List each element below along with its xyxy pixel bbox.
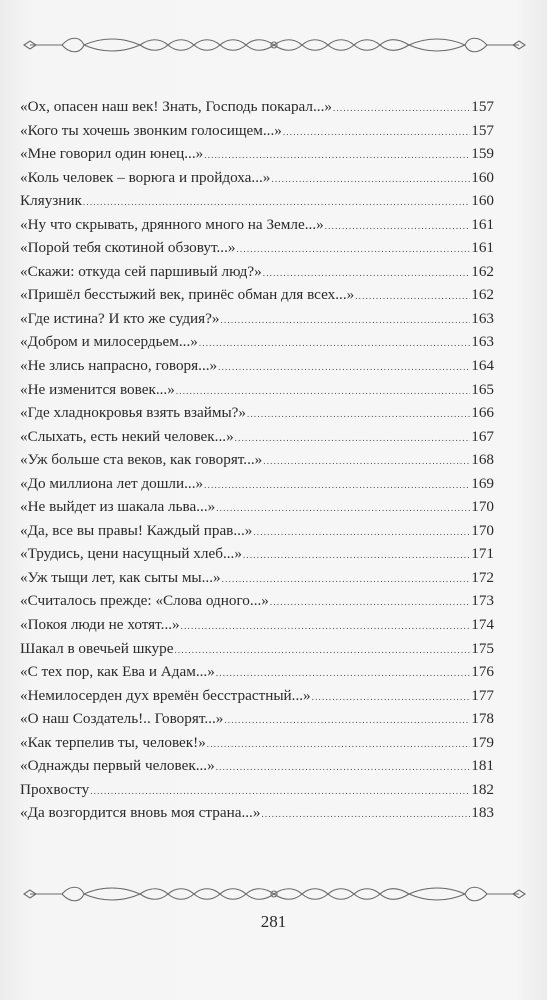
dot-leader [283, 121, 470, 145]
toc-entry-page: 163 [471, 309, 494, 327]
toc-entry-title: «Уж больше ста веков, как говорят...» [20, 451, 263, 469]
toc-entry-title: «Да возгордится вновь моя страна...» [20, 804, 261, 822]
toc-entry-title: «Считалось прежде: «Слова одного...» [20, 592, 269, 610]
dot-leader [243, 544, 470, 568]
dot-leader [312, 686, 471, 710]
toc-entry-page: 160 [471, 168, 494, 186]
toc-entry [20, 613, 494, 637]
dot-leader [174, 639, 470, 663]
toc-entry-title: Прохвосту [20, 780, 90, 798]
toc-entry [20, 448, 494, 472]
dot-leader [253, 521, 470, 545]
toc-entry-title: «Коль человек – ворюга и пройдоха...» [20, 168, 271, 186]
dot-leader [263, 262, 470, 286]
toc-entry-title: «Немилосерден дух времён бесстрастный...» [20, 686, 311, 704]
toc-entry-title: «Не выйдет из шакала льва...» [20, 498, 216, 516]
toc-entry-page: 173 [471, 592, 494, 610]
toc-entry-title: Шакал в овечьей шкуре [20, 639, 174, 657]
toc-entry [20, 401, 494, 425]
toc-entry [20, 637, 494, 661]
dot-leader [263, 450, 470, 474]
toc-entry [20, 95, 494, 119]
toc-entry-page: 183 [471, 804, 494, 822]
top-ornament-divider [22, 34, 527, 56]
dot-leader [204, 144, 470, 168]
dot-leader [224, 709, 470, 733]
toc-entry-title: «Слыхать, есть некий человек...» [20, 427, 234, 445]
toc-entry [20, 166, 494, 190]
toc-entry [20, 589, 494, 613]
toc-entry-page: 182 [471, 780, 494, 798]
dot-leader [236, 238, 470, 262]
toc-entry [20, 660, 494, 684]
toc-entry-page: 175 [471, 639, 494, 657]
toc-entry [20, 283, 494, 307]
toc-entry [20, 378, 494, 402]
toc-entry-page: 170 [471, 521, 494, 539]
toc-entry [20, 260, 494, 284]
toc-entry [20, 519, 494, 543]
toc-entry-page: 169 [471, 474, 494, 492]
toc-entry-page: 157 [471, 121, 494, 139]
toc-entry-page: 177 [471, 686, 494, 704]
dot-leader [216, 497, 470, 521]
toc-entry-title: «До миллиона лет дошли...» [20, 474, 204, 492]
dot-leader [216, 756, 471, 780]
toc-entry-title: «Не изменится вовек...» [20, 380, 175, 398]
dot-leader [221, 309, 471, 333]
toc-entry [20, 189, 494, 213]
toc-entry [20, 330, 494, 354]
dot-leader [355, 285, 470, 309]
toc-entry-page: 164 [471, 357, 494, 375]
toc-entry-title: «Где хладнокровья взять взаймы?» [20, 404, 247, 422]
toc-entry [20, 425, 494, 449]
toc-entry-page: 165 [471, 380, 494, 398]
toc-entry [20, 566, 494, 590]
toc-entry [20, 236, 494, 260]
toc-entry-title: «Не злись напрасно, говоря...» [20, 357, 218, 375]
dot-leader [218, 356, 470, 380]
toc-entry [20, 119, 494, 143]
dot-leader [261, 803, 470, 827]
toc-entry [20, 472, 494, 496]
toc-entry [20, 354, 494, 378]
toc-entry-title: «Трудись, цени насущный хлеб...» [20, 545, 242, 563]
toc-entry [20, 801, 494, 825]
toc-entry-title: «Где истина? И кто же судия?» [20, 309, 220, 327]
toc-entry-title: «Ну что скрывать, дрянного много на Земле...» [20, 215, 324, 233]
dot-leader [222, 568, 471, 592]
dot-leader [235, 427, 471, 451]
toc-entry-page: 181 [471, 757, 494, 775]
toc-entry-title: «Как терпелив ты, человек!» [20, 733, 206, 751]
dot-leader [333, 97, 470, 121]
toc-entry-title: Кляузник [20, 192, 82, 210]
dot-leader [247, 403, 470, 427]
toc-entry-title: «Однажды первый человек...» [20, 757, 215, 775]
toc-entry [20, 495, 494, 519]
toc-entry-title: «Покоя люди не хотят...» [20, 616, 180, 634]
toc-entry [20, 542, 494, 566]
toc-entry [20, 707, 494, 731]
table-of-contents [20, 95, 494, 825]
dot-leader [204, 474, 470, 498]
toc-entry-page: 170 [471, 498, 494, 516]
toc-entry-page: 159 [471, 145, 494, 163]
toc-entry-page: 176 [471, 663, 494, 681]
toc-entry-page: 174 [471, 616, 494, 634]
toc-entry-page: 162 [471, 262, 494, 280]
toc-entry-page: 172 [471, 568, 494, 586]
toc-entry [20, 142, 494, 166]
toc-entry-page: 163 [471, 333, 494, 351]
dot-leader [270, 591, 470, 615]
toc-entry-page: 161 [471, 239, 494, 257]
toc-entry-title: «Пришёл бесстыжий век, принёс обман для всех...» [20, 286, 355, 304]
dot-leader [90, 780, 470, 804]
toc-entry-title: «О наш Создатель!.. Говорят...» [20, 710, 224, 728]
toc-entry-page: 162 [471, 286, 494, 304]
dot-leader [216, 662, 470, 686]
toc-entry-page: 157 [471, 98, 494, 115]
toc-entry-title: «С тех пор, как Ева и Адам...» [20, 663, 215, 681]
toc-entry-title: «Порой тебя скотиной обзовут...» [20, 239, 236, 257]
toc-entry [20, 754, 494, 778]
dot-leader [199, 332, 470, 356]
dot-leader [181, 615, 471, 639]
bottom-ornament-divider [22, 883, 527, 905]
toc-entry-page: 167 [471, 427, 494, 445]
toc-entry-title: «Кого ты хочешь звонким голосищем...» [20, 121, 282, 139]
toc-entry-page: 168 [471, 451, 494, 469]
toc-entry-page: 166 [471, 404, 494, 422]
page-number: 281 [260, 912, 287, 931]
toc-entry [20, 213, 494, 237]
dot-leader [325, 215, 471, 239]
toc-entry [20, 307, 494, 331]
toc-entry-page: 179 [471, 733, 494, 751]
toc-entry-title: «Мне говорил один юнец...» [20, 145, 204, 163]
toc-entry-title: «Скажи: откуда сей паршивый люд?» [20, 262, 262, 280]
toc-entry-title: «Добром и милосердьем...» [20, 333, 198, 351]
toc-entry-page: 161 [471, 215, 494, 233]
toc-entry [20, 684, 494, 708]
toc-entry-title: «Ох, опасен наш век! Знать, Господь покарал...» [20, 98, 332, 115]
toc-entry [20, 731, 494, 755]
dot-leader [83, 191, 470, 215]
toc-entry-page: 171 [471, 545, 494, 563]
toc-entry-page: 178 [471, 710, 494, 728]
toc-entry [20, 778, 494, 802]
dot-leader [271, 168, 470, 192]
toc-entry-title: «Уж тыщи лет, как сыты мы...» [20, 568, 221, 586]
dot-leader [176, 380, 470, 404]
toc-entry-page: 160 [471, 192, 494, 210]
dot-leader [207, 733, 470, 757]
toc-entry-title: «Да, все вы правы! Каждый прав...» [20, 521, 253, 539]
